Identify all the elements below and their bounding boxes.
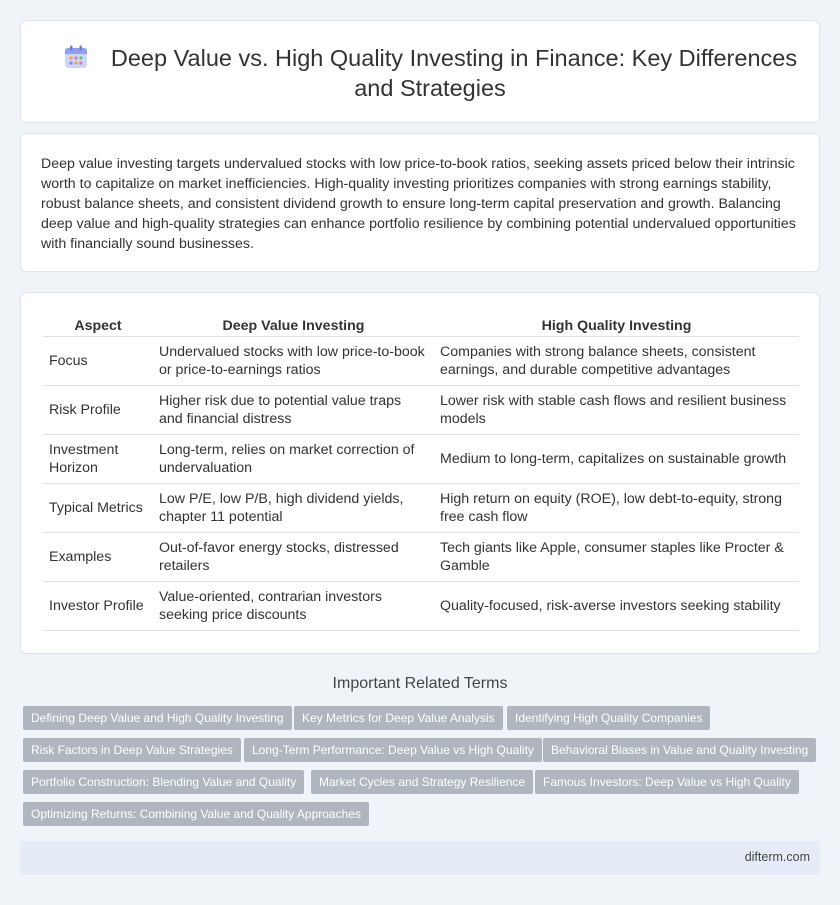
table-row	[43, 435, 799, 484]
cell-deep-value: Out-of-favor energy stocks, distressed retailers	[153, 533, 434, 582]
title-wrap	[61, 43, 799, 103]
comparison-card	[20, 292, 820, 654]
footer	[20, 841, 820, 875]
calendar-icon	[63, 44, 89, 70]
cell-deep-value: Undervalued stocks with low price-to-book or price-to-earnings ratios	[153, 337, 434, 386]
related-term-tag[interactable]: Optimizing Returns: Combining Value and Quality Approaches	[23, 802, 369, 826]
table-row	[43, 533, 799, 582]
page-title-text: Deep Value vs. High Quality Investing in Finance: Key Differences and Strategies	[110, 45, 798, 101]
intro-paragraph: Deep value investing targets undervalued stocks with low price-to-book ratios, seeking assets priced below their intrinsic worth to capitalize on market inefficiencies. High-quality investing prioritizes companies with strong earnings stability, robust balance sheets, and consistent dividend growth to ensure long-term capital preservation and growth. Balancing deep value and high-quality strategies can enhance portfolio resilience by combining potential undervalued opportunities with financially sound businesses.	[41, 156, 796, 252]
cell-high-quality: Lower risk with stable cash flows and resilient business models	[434, 386, 799, 435]
cell-high-quality: High return on equity (ROE), low debt-to-equity, strong free cash flow	[434, 484, 799, 533]
table-row	[43, 484, 799, 533]
related-terms-title: Important Related Terms	[332, 675, 508, 692]
intro-card	[20, 133, 820, 272]
table-row	[43, 582, 799, 631]
cell-deep-value: Low P/E, low P/B, high dividend yields, chapter 11 potential	[153, 484, 434, 533]
related-term-tag[interactable]: Famous Investors: Deep Value vs High Quality	[535, 770, 799, 794]
related-term-tag[interactable]: Risk Factors in Deep Value Strategies	[23, 738, 241, 762]
cell-aspect: Investor Profile	[43, 582, 153, 631]
cell-high-quality: Tech giants like Apple, consumer staples like Procter & Gamble	[434, 533, 799, 582]
header-card	[20, 20, 820, 123]
table-body	[43, 337, 799, 631]
header-high-quality: High Quality Investing	[434, 315, 799, 337]
cell-high-quality: Quality-focused, risk-averse investors seeking stability	[434, 582, 799, 631]
related-term-tag[interactable]: Identifying High Quality Companies	[507, 706, 710, 730]
cell-aspect: Investment Horizon	[43, 435, 153, 484]
header-deep-value: Deep Value Investing	[153, 315, 434, 337]
cell-high-quality: Medium to long-term, capitalizes on sustainable growth	[434, 435, 799, 484]
related-term-tag[interactable]: Market Cycles and Strategy Resilience	[311, 770, 533, 794]
page-title	[61, 43, 799, 103]
related-term-tag[interactable]: Key Metrics for Deep Value Analysis	[294, 706, 503, 730]
footer-site: difterm.com	[744, 850, 810, 864]
cell-deep-value: Value-oriented, contrarian investors seeking price discounts	[153, 582, 434, 631]
table-row	[43, 337, 799, 386]
cell-high-quality: Companies with strong balance sheets, consistent earnings, and durable competitive advantages	[434, 337, 799, 386]
related-term-tag[interactable]: Long-Term Performance: Deep Value vs High Quality	[244, 738, 542, 762]
cell-deep-value: Higher risk due to potential value traps and financial distress	[153, 386, 434, 435]
cell-aspect: Focus	[43, 337, 153, 386]
related-term-tag[interactable]: Portfolio Construction: Blending Value and Quality	[23, 770, 304, 794]
cell-aspect: Examples	[43, 533, 153, 582]
table-header-row	[43, 315, 799, 337]
related-term-tag[interactable]: Behavioral Biases in Value and Quality Investing	[543, 738, 816, 762]
cell-aspect: Typical Metrics	[43, 484, 153, 533]
table-row	[43, 386, 799, 435]
cell-deep-value: Long-term, relies on market correction of undervaluation	[153, 435, 434, 484]
cell-aspect: Risk Profile	[43, 386, 153, 435]
header-aspect: Aspect	[43, 315, 153, 337]
related-term-tag[interactable]: Defining Deep Value and High Quality Investing	[23, 706, 292, 730]
comparison-table	[43, 315, 799, 631]
